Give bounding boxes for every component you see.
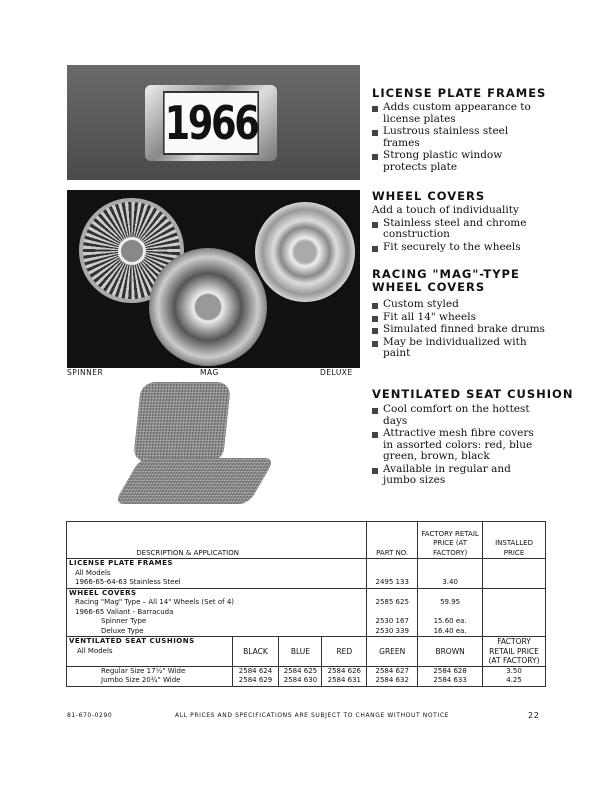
header-description: DESCRIPTION & APPLICATION <box>67 522 367 559</box>
feature: Lustrous stainless steel frames <box>372 126 547 149</box>
license-features <box>372 102 547 174</box>
feature: Strong plastic window protects plate <box>372 150 547 173</box>
license-plate: 1966 <box>145 85 277 161</box>
section-title: LICENSE PLATE FRAMES <box>67 559 367 569</box>
color-green: GREEN <box>367 637 418 667</box>
header-installed-price: INSTALLED PRICE <box>483 522 546 559</box>
table-row <box>67 666 546 676</box>
wheel-covers-photo <box>67 190 360 368</box>
part: 2584 627 <box>367 666 418 676</box>
price-notice: ALL PRICES AND SPECIFICATIONS ARE SUBJECT TO CHANGE WITHOUT NOTICE <box>175 712 449 719</box>
part: 2585 625 <box>367 598 418 608</box>
license-plate-frame-photo <box>67 65 360 180</box>
mag-wheel <box>149 248 267 366</box>
desc: Racing "Mag" Type – All 14" Wheels (Set of 4) <box>67 598 367 608</box>
color-black: BLACK <box>232 637 279 667</box>
part: 2530 167 <box>367 617 418 627</box>
caption-mag: MAG <box>200 368 219 377</box>
feature: Simulated finned brake drums <box>372 324 547 336</box>
section-title: WHEEL COVERS <box>67 588 367 598</box>
part: 2584 626 <box>322 666 367 676</box>
header-part-no: PART NO. <box>367 522 418 559</box>
feature: Attractive mesh fibre covers in assorted colors: red, blue green, brown, black <box>372 428 547 463</box>
page-number: 22 <box>528 711 540 720</box>
table-row <box>67 627 546 637</box>
section-title: VENTILATED SEAT CUSHIONS <box>69 637 195 645</box>
feature: Stainless steel and chrome construction <box>372 218 547 241</box>
feature: Available in regular and jumbo sizes <box>372 464 547 487</box>
part: 2495 133 <box>367 578 418 588</box>
part: 2584 628 <box>418 666 483 676</box>
header-factory-price-2: FACTORY RETAIL PRICE (AT FACTORY) <box>483 637 546 667</box>
models: All Models <box>67 569 367 579</box>
feature: Fit securely to the wheels <box>372 242 547 254</box>
deluxe-wheel <box>255 202 355 302</box>
caption-deluxe: DELUXE <box>320 368 353 377</box>
price: 4.25 <box>483 676 546 686</box>
desc: Regular Size 17½" Wide <box>67 666 233 676</box>
heading-mag-covers: RACING "MAG"-TYPE WHEEL COVERS <box>372 267 520 294</box>
mag-features <box>372 299 547 361</box>
desc: 1966-65-64-63 Stainless Steel <box>67 578 367 588</box>
color-red: RED <box>322 637 367 667</box>
part: 2584 631 <box>322 676 367 686</box>
header-factory-price: FACTORY RETAIL PRICE (AT FACTORY) <box>418 522 483 559</box>
price: 16.40 ea. <box>418 627 483 637</box>
table-row <box>67 578 546 588</box>
models: All Models <box>77 646 113 655</box>
desc: Deluxe Type <box>67 627 367 637</box>
feature: Adds custom appearance to license plates <box>372 102 547 125</box>
part: 2584 632 <box>367 676 418 686</box>
feature: Cool comfort on the hottest days <box>372 404 547 427</box>
intro: Add a touch of individuality <box>372 204 519 216</box>
seat-bottom <box>114 458 276 504</box>
header-row <box>67 522 546 559</box>
part: 2584 630 <box>279 676 322 686</box>
desc: Spinner Type <box>67 617 367 627</box>
caption-spinner: SPINNER <box>67 368 104 377</box>
feature: Custom styled <box>372 299 547 311</box>
wheel-features <box>372 205 547 254</box>
heading-seat-cushion: VENTILATED SEAT CUSHION <box>372 387 574 401</box>
heading-license-plate-frames: LICENSE PLATE FRAMES <box>372 86 547 100</box>
table-row <box>67 676 546 686</box>
seat-cushion-photo <box>67 380 360 510</box>
color-blue: BLUE <box>279 637 322 667</box>
part: 2584 625 <box>279 666 322 676</box>
desc: 1966-65 Valiant - Barracuda <box>67 608 367 618</box>
part: 2530 339 <box>367 627 418 637</box>
price: 3.40 <box>418 578 483 588</box>
price: 59.95 <box>418 598 483 608</box>
form-code: 81-670-0290 <box>67 712 113 719</box>
price-table <box>66 521 546 687</box>
part: 2584 624 <box>232 666 279 676</box>
heading-wheel-covers: WHEEL COVERS <box>372 189 486 203</box>
price: 15.60 ea. <box>418 617 483 627</box>
table-row <box>67 598 546 608</box>
price: 3.50 <box>483 666 546 676</box>
part: 2584 629 <box>232 676 279 686</box>
feature: May be individualized with paint <box>372 337 547 360</box>
part: 2584 633 <box>418 676 483 686</box>
color-brown: BROWN <box>418 637 483 667</box>
seat-features <box>372 404 547 488</box>
seat-back <box>133 382 231 462</box>
desc: Jumbo Size 20¾" Wide <box>67 676 233 686</box>
feature: Fit all 14" wheels <box>372 312 547 324</box>
table-row <box>67 617 546 627</box>
